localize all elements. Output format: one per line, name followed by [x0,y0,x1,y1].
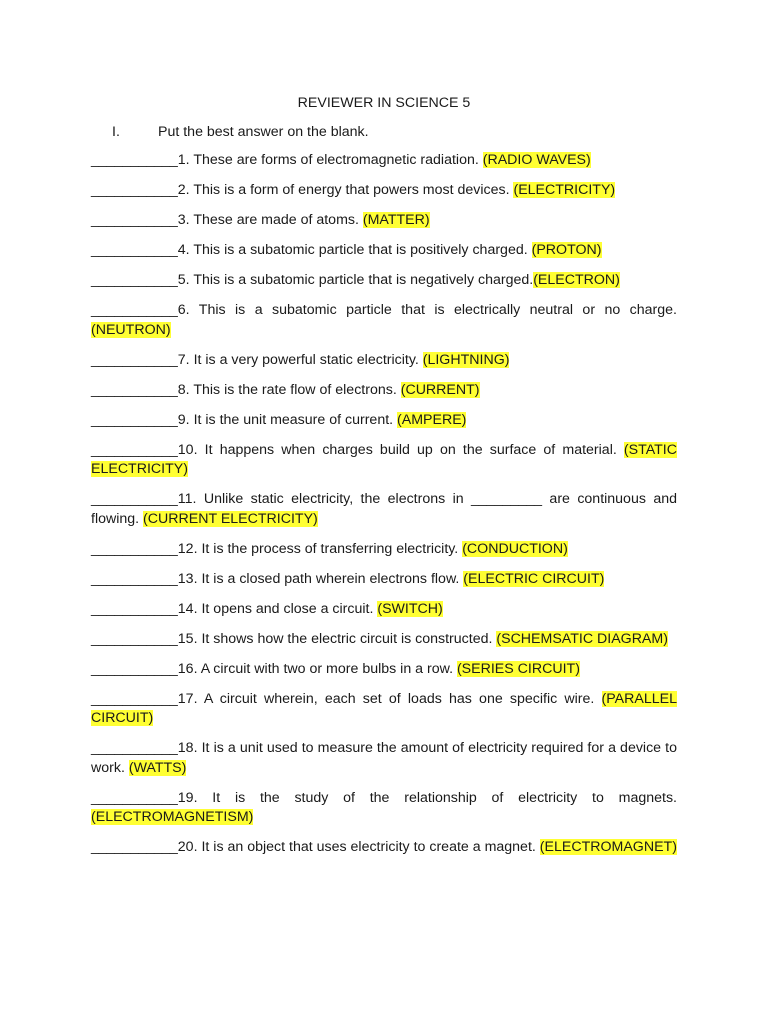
question-number: 17. [177,690,198,707]
question-number: 20. [177,839,198,855]
question-item [91,351,677,371]
question-text: It is the study of the relationship of electricity to magnets. [197,789,677,806]
question-number: 11. [177,491,197,507]
question-item [91,211,677,231]
answer-highlight: (SWITCH) [377,600,443,617]
question-item [91,490,677,529]
question-item [91,660,677,680]
answer-highlight: (MATTER) [362,212,430,228]
answer-highlight: (ELECTRIC CIRCUIT) [463,570,605,587]
question-item [91,789,677,828]
answer-highlight: (CURRENT ELECTRICITY) [143,510,318,527]
question-number: 6. [177,302,190,318]
answer-highlight: (ELECTROMAGNETISM) [91,809,254,825]
instruction [112,123,369,141]
page-title: REVIEWER IN SCIENCE 5 [297,95,471,111]
answer-highlight: (AMPERE) [397,411,467,428]
question-text: It is the unit measure of current. [189,411,398,428]
question-number: 15. [177,630,198,647]
answer-highlight: (RADIO WAVES) [482,152,591,168]
answer-highlight: (ELECTROMAGNET) [539,839,677,855]
question-item [91,301,677,340]
question-item [91,241,677,261]
instruction-number: I. [112,124,120,140]
answer-highlight: (CURRENT) [400,381,480,398]
question-item [91,181,677,201]
question-item [91,151,677,171]
question-text: These are forms of electromagnetic radiation. [189,152,483,168]
question-item [91,540,677,560]
answer-highlight: (PROTON) [531,242,602,258]
question-number: 10. [177,441,198,458]
answer-blank: ___________ [91,630,178,647]
question-list [91,151,677,868]
answer-blank: ___________ [91,570,178,587]
question-text: This is the rate flow of electrons. [189,381,401,398]
question-text: It is a closed path wherein electrons flow. [197,570,464,587]
question-text: This is a subatomic particle that is positively charged. [189,242,532,258]
question-number: 9. [177,411,190,428]
answer-highlight: (SCHEMSATIC DIAGRAM) [496,630,668,647]
answer-highlight: (SERIES CIRCUIT) [456,660,580,677]
answer-blank: ___________ [91,302,178,318]
answer-highlight: (LIGHTNING) [422,351,510,368]
question-text: It happens when charges build up on the surface of material. [197,441,624,458]
question-number: 12. [177,540,198,557]
answer-blank: ___________ [91,600,178,617]
question-number: 14. [177,600,198,617]
question-number: 4. [177,242,190,258]
answer-blank: ___________ [91,491,178,507]
question-text: It opens and close a circuit. [197,600,378,617]
answer-highlight: (PARALLEL CIRCUIT) [91,690,677,726]
answer-highlight: (STATIC ELECTRICITY) [91,441,677,477]
answer-highlight: (ELECTRON) [533,272,620,288]
answer-blank: ___________ [91,272,178,288]
question-number: 18. [177,740,198,756]
question-item [91,739,677,778]
answer-highlight: (NEUTRON) [91,321,171,338]
answer-highlight: (ELECTRICITY) [513,182,616,198]
question-text: This is a subatomic particle that is electrically neutral or no charge. [189,302,677,318]
question-item [91,600,677,620]
question-text: A circuit with two or more bulbs in a row. [197,660,457,677]
answer-blank: ___________ [91,351,178,368]
question-number: 2. [177,182,190,198]
question-text: This is a subatomic particle that is negatively charged. [189,272,534,288]
question-item [91,381,677,401]
question-text: This is a form of energy that powers most devices. [189,182,514,198]
instruction-text: Put the best answer on the blank. [158,124,369,140]
question-text: It is a very powerful static electricity. [189,351,423,368]
question-text: It is the process of transferring electricity. [197,540,463,557]
question-text: It is an object that uses electricity to create a magnet. [197,839,540,855]
question-number: 3. [177,212,190,228]
question-item [91,570,677,590]
question-number: 8. [177,381,190,398]
question-item [91,411,677,431]
answer-blank: ___________ [91,411,178,428]
answer-blank: ___________ [91,690,178,707]
answer-blank: ___________ [91,441,178,458]
answer-highlight: (WATTS) [128,759,187,776]
answer-blank: ___________ [91,839,178,855]
answer-highlight: (CONDUCTION) [462,540,568,557]
answer-blank: ___________ [91,540,178,557]
question-number: 19. [177,789,198,806]
question-number: 13. [177,570,198,587]
question-text: It is a unit used to measure the amount of electricity required for a device to work. [91,740,677,776]
question-item [91,271,677,291]
answer-blank: ___________ [91,740,178,756]
question-number: 16. [177,660,198,677]
question-text: Unlike static electricity, the electrons in _________ are continuous and flowing. [91,491,677,527]
question-number: 1. [177,152,190,168]
answer-blank: ___________ [91,660,178,677]
answer-blank: ___________ [91,381,178,398]
question-item [91,690,677,729]
answer-blank: ___________ [91,789,178,806]
question-item [91,630,677,650]
question-item [91,838,677,858]
answer-blank: ___________ [91,242,178,258]
question-text: These are made of atoms. [189,212,363,228]
answer-blank: ___________ [91,212,178,228]
answer-blank: ___________ [91,152,178,168]
question-number: 5. [177,272,190,288]
question-text: A circuit wherein, each set of loads has one specific wire. [197,690,602,707]
question-text: It shows how the electric circuit is constructed. [197,630,497,647]
question-number: 7. [177,351,190,368]
answer-blank: ___________ [91,182,178,198]
question-item [91,441,677,480]
